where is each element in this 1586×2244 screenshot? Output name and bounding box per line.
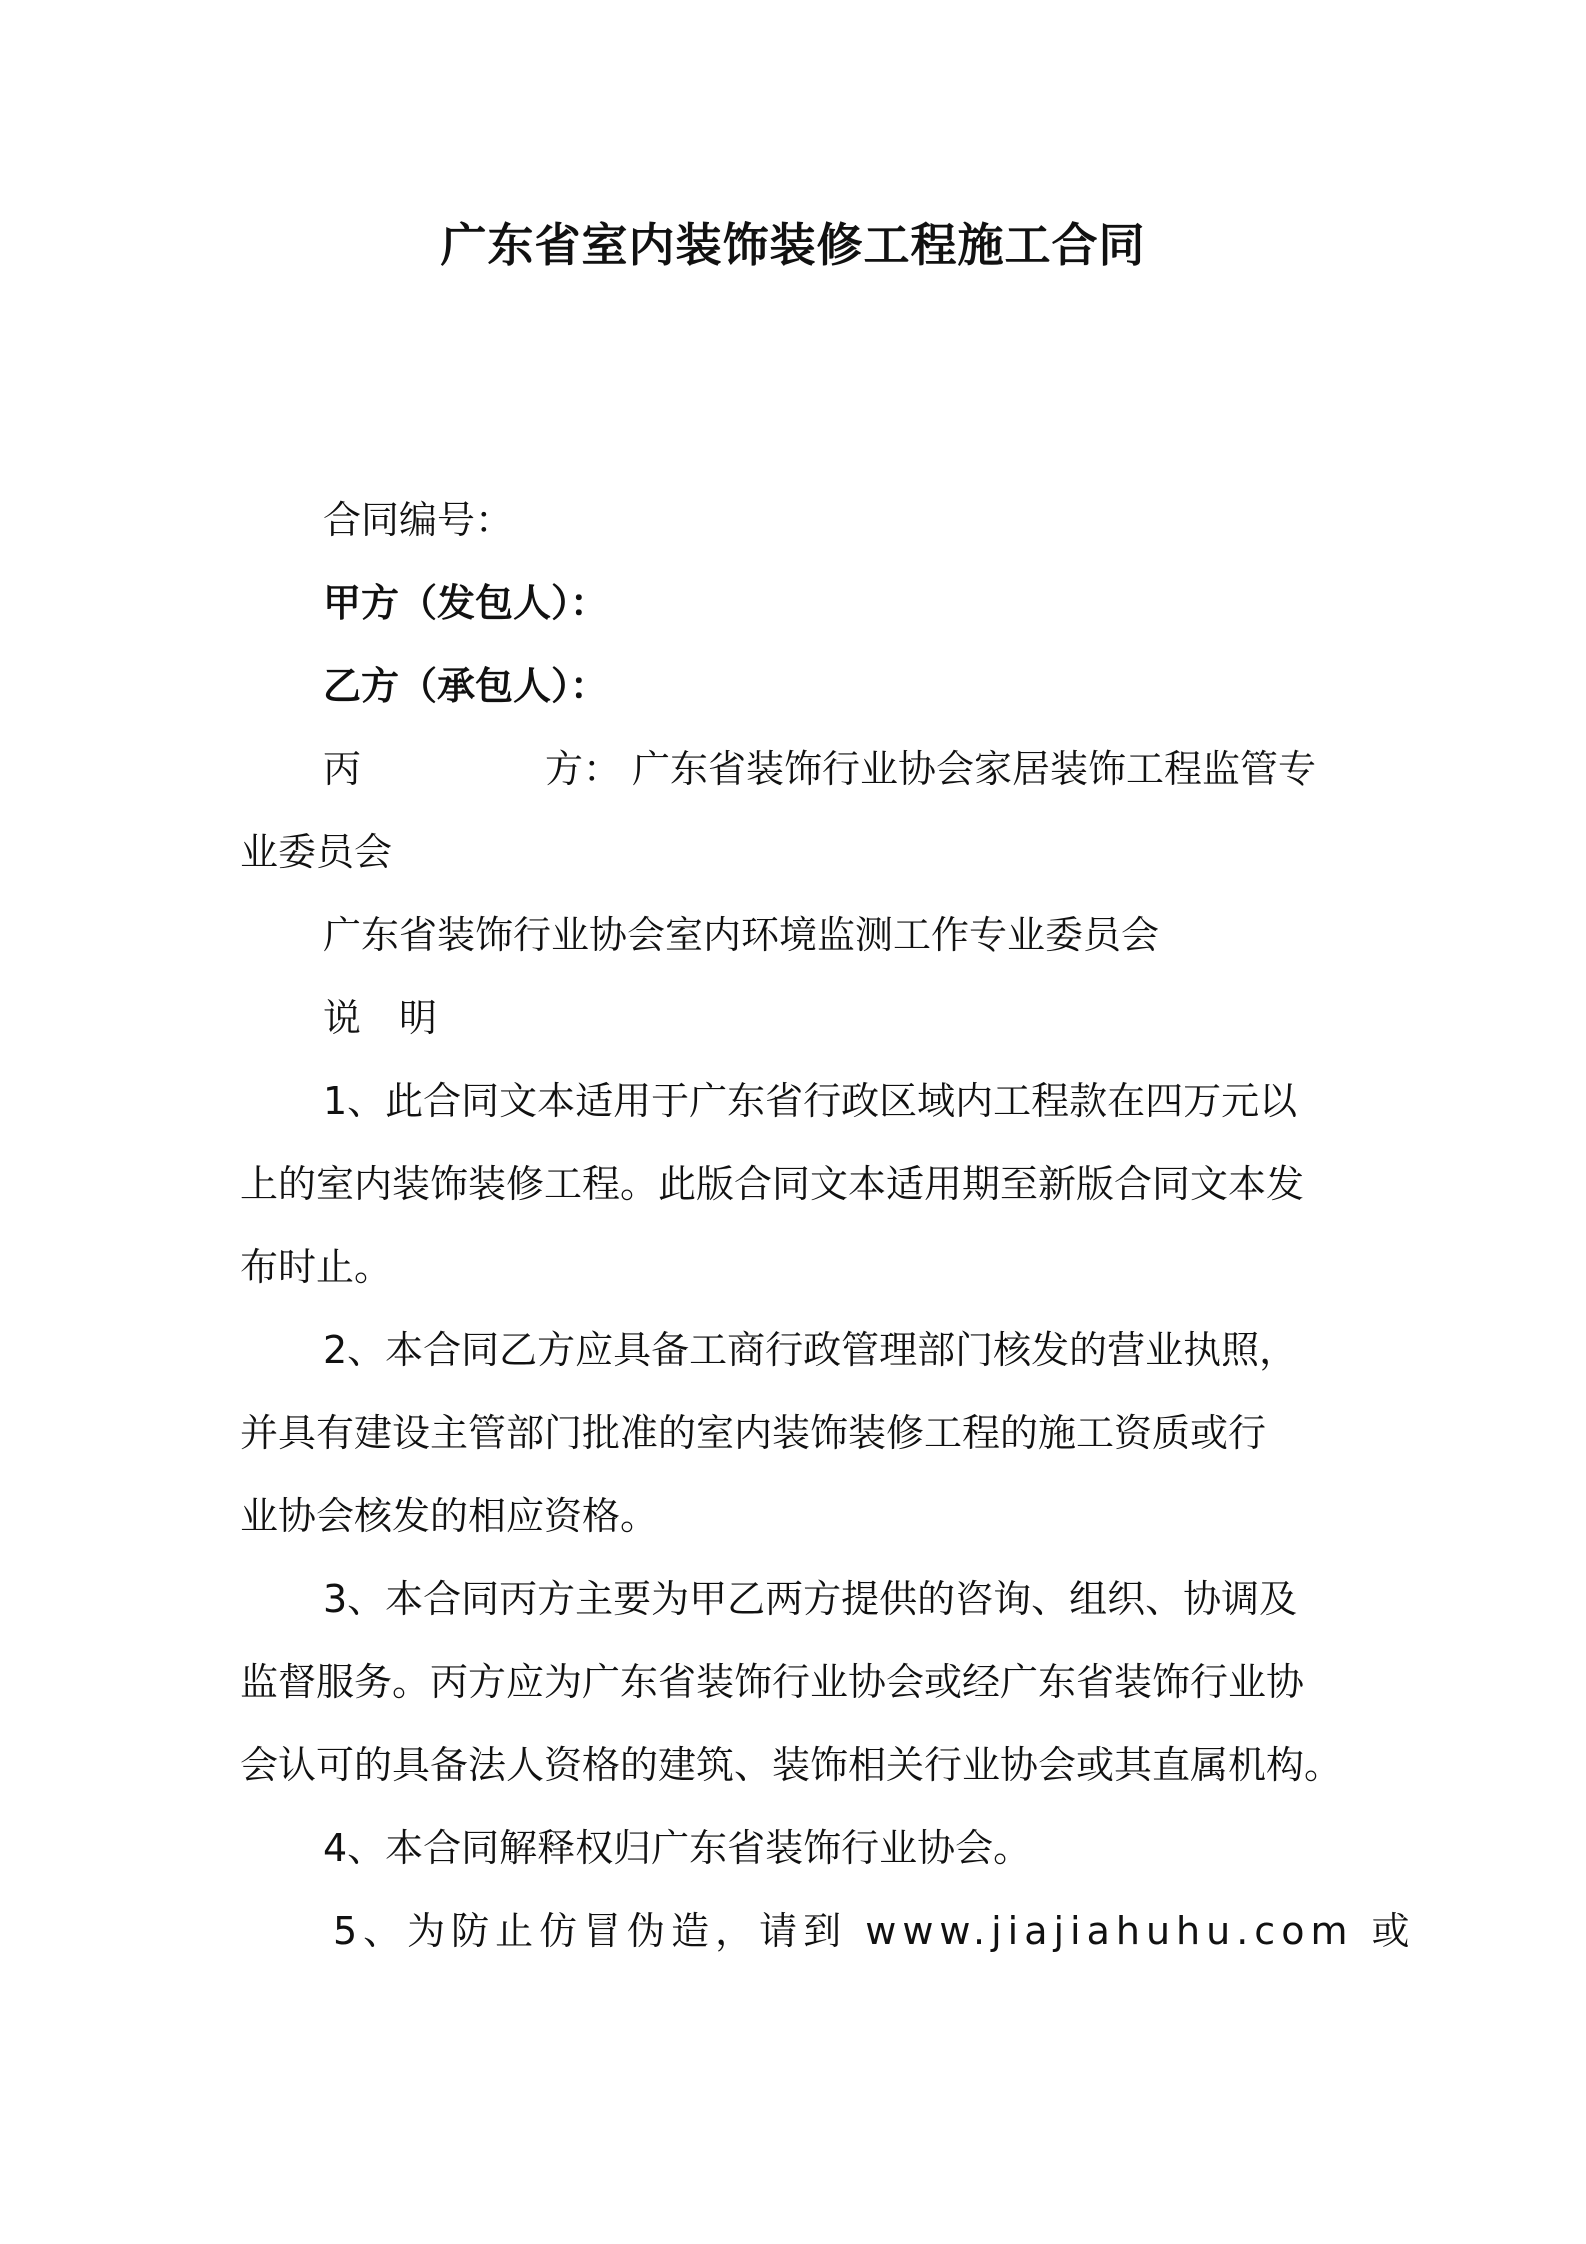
- note-2-line-2: 并具有建设主管部门批准的室内装饰装修工程的施工资质或行: [240, 1411, 1267, 1455]
- note-2-line-3: 业协会核发的相应资格。: [240, 1494, 659, 1538]
- note-1-line-3: 布时止。: [240, 1245, 393, 1289]
- note-4-line-1: 4、本合同解释权归广东省装饰行业协会。: [323, 1826, 1032, 1870]
- party-c-label-end: 方：: [545, 747, 622, 791]
- document-title: 广东省室内装饰装修工程施工合同: [440, 218, 1146, 272]
- party-a-label: 甲方（发包人）：: [323, 581, 609, 625]
- note-1-line-2: 上的室内装饰装修工程。此版合同文本适用期至新版合同文本发: [240, 1162, 1305, 1206]
- party-b-label: 乙方（承包人）：: [323, 664, 609, 708]
- note-3-line-1: 3、本合同丙方主要为甲乙两方提供的咨询、组织、协调及: [323, 1577, 1298, 1621]
- party-c-value-line2: 业委员会: [240, 830, 393, 874]
- note-1-line-1: 1、此合同文本适用于广东省行政区域内工程款在四万元以: [323, 1079, 1298, 1123]
- contract-number-label: 合同编号：: [323, 498, 514, 542]
- note-2-line-1: 2、本合同乙方应具备工商行政管理部门核发的营业执照，: [323, 1328, 1298, 1372]
- note-5-line-1: 5、为防止仿冒伪造，请到 www.jiajiahuhu.com 或: [333, 1909, 1416, 1953]
- notes-heading: 说 明: [323, 996, 438, 1040]
- note-3-line-3: 会认可的具备法人资格的建筑、装饰相关行业协会或其直属机构。: [240, 1743, 1343, 1787]
- party-c-value-line3: 广东省装饰行业协会室内环境监测工作专业委员会: [323, 913, 1160, 957]
- party-c-value-line1: 广东省装饰行业协会家居装饰工程监管专: [632, 747, 1317, 791]
- note-3-line-2: 监督服务。丙方应为广东省装饰行业协会或经广东省装饰行业协: [240, 1660, 1305, 1704]
- party-c-label-start: 丙: [323, 747, 362, 791]
